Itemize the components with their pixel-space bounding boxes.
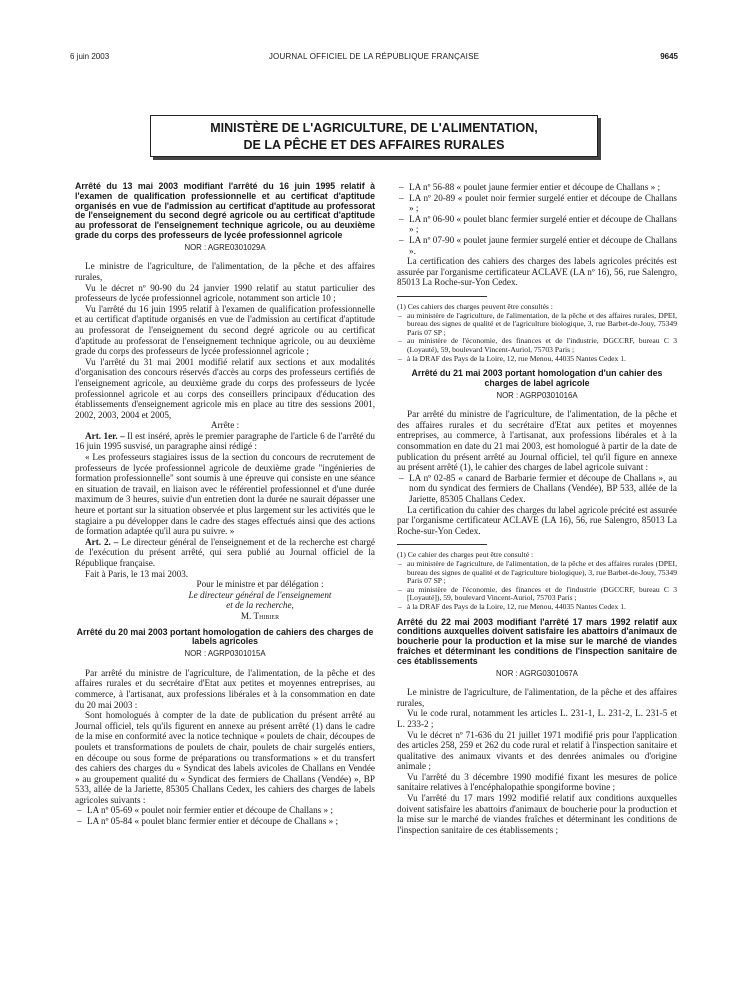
paragraph: Vu le code rural, notamment les articles L. 231-1, L. 231-2, L. 231-5 et L. 233-2 ; <box>397 708 677 729</box>
label-list-3 <box>397 473 677 505</box>
footnote-2 <box>397 551 677 611</box>
footnote-1 <box>397 303 677 363</box>
paragraph: Vu l'arrêté du 17 mars 1992 modifié relatif aux conditions auxquelles doivent satisfaire les abattoirs d'animaux de boucherie pour la production et la mise sur le marché de viandes fraîches et déterminant les conditions de l'inspection sanitaire de ces établissements ; <box>397 793 677 835</box>
header-journal-title: JOURNAL OFFICIEL DE LA RÉPUBLIQUE FRANÇAISE <box>268 52 480 61</box>
signature-name: M. Thibier <box>240 610 280 621</box>
list-item: – LA nº 05-84 « poulet blanc fermier entier et découpe de Challans » ; <box>75 816 375 827</box>
right-column <box>397 182 677 835</box>
article-1 <box>75 431 375 452</box>
footnote-rule <box>397 544 487 545</box>
article-2 <box>75 537 375 569</box>
paragraph: La certification du cahier des charges du label agricole précité est assurée par l'organisme certificateur ACLAVE (LA 16), 56, rue Salengro, 85013 La Roche-sur-Yon Cedex. <box>397 504 677 536</box>
list-item: – LA nº 07-90 « poulet jaune fermier surgelé entier et découpe de Challans ». <box>397 235 677 256</box>
header-date: 6 juin 2003 <box>70 52 110 61</box>
header-page-number: 9645 <box>660 52 678 61</box>
fait-a-paris: Fait à Paris, le 13 mai 2003. <box>85 568 189 579</box>
ministry-line-1: MINISTÈRE DE L'AGRICULTURE, DE L'ALIMENTATION, <box>210 121 538 135</box>
signature-line-1: Pour le ministre et par délégation : <box>196 579 324 590</box>
signature-block <box>75 579 375 621</box>
paragraph: Le ministre de l'agriculture, de l'alimentation, de la pêche et des affaires rurales, <box>397 687 677 708</box>
signature-line-3: et de la recherche, <box>226 600 294 611</box>
ministry-banner <box>150 115 598 157</box>
list-item: – LA nº 56-88 « poulet jaune fermier entier et découpe de Challans » ; <box>397 182 677 193</box>
footnote-item: – au ministère de l'économie, des finances et de l'industrie (DGCCRF, bureau C 3 [Loyauté]), 59, boulevard Vincent-Auriol, 75703 Paris ; <box>397 586 677 603</box>
label-list-continued <box>397 182 677 256</box>
list-item: – LA nº 05-69 « poulet noir fermier entier et découpe de Challans » ; <box>75 805 375 816</box>
label-list <box>75 805 375 826</box>
footnote-intro: (1) Ce cahier des charges peut être consulté : <box>397 550 534 560</box>
paragraph: Par arrêté du ministre de l'agriculture, de l'alimentation, de la pêche et des affaires rurales et du secrétaire d'Etat aux petites et moyennes entreprises, au commerce, à l'artisanat, aux professions libérales et à la consommation en date du 21 mai 2003, est homologué à partir de la date de publication du présent arrêté au Journal officiel, tel qu'il figure en annexe au présent arrêté (1), le cahier des charges de label agricole suivant : <box>397 409 677 473</box>
footnote-intro: (1) Ces cahiers des charges peuvent être consultés : <box>397 301 553 311</box>
footnote-item: – à la DRAF des Pays de la Loire, 12, rue Menou, 44035 Nantes Cedex 1. <box>397 355 677 364</box>
ministry-line-2: DE LA PÊCHE ET DES AFFAIRES RURALES <box>243 138 505 152</box>
footnote-item: – au ministère de l'agriculture, de l'alimentation, de la pêche et des affaires rurales, DPEI, bureau des signes de qualité et de l'agriculture biologique, 3, rue Barbet-de-Jouy, 75349 Paris 07 SP ; <box>397 312 677 338</box>
paragraph: Vu l'arrêté du 31 mai 2001 modifié relatif aux sections et aux modalités d'organisation des concours réservés d'accès au corps des professeurs certifiés de l'enseignement agricole, au deuxième grade du corps des professeurs de lycée professionnel agricole et au corps des conseillers principaux d'éducation des établissements d'enseignement agricole mis en place au titre des sessions 2001, 2002, 2003, 2004 et 2005, <box>75 356 375 420</box>
left-column <box>75 182 375 827</box>
footnote-rule <box>397 296 487 297</box>
paragraph: Le ministre de l'agriculture, de l'alimentation, de la pêche et des affaires rurales, <box>75 261 375 282</box>
decree-1-title: Arrêté du 13 mai 2003 modifiant l'arrêté du 16 juin 1995 relatif à l'examen de qualification professionnelle et au certificat d'aptitude organisés en vue de l'admission au certificat d'aptitude au professorat de l'enseignement du second degré agricole ou au certificat d'aptitude au professorat de l'enseignement technique agricole, ou au deuxième grade du corps des professeurs de lycée professionnel agricole <box>75 181 375 240</box>
paragraph: Vu le décret nº 90-90 du 24 janvier 1990 relatif au statut particulier des professeurs de lycée professionnel agricole, notamment son article 10 ; <box>75 282 375 304</box>
decree-1-nor: NOR : AGRE0301029A <box>184 242 266 252</box>
list-item: – LA nº 20-89 « poulet noir fermier surgelé entier et découpe de Challans » ; <box>397 193 677 214</box>
article-1-text: Il est inséré, après le premier paragraphe de l'article 6 de l'arrêté du 16 juin 1995 susvisé, un paragraphe ainsi rédigé : <box>75 430 375 452</box>
list-item: – LA nº 06-90 « poulet blanc fermier surgelé entier et découpe de Challans » ; <box>397 214 677 235</box>
arrete-word: Arrête : <box>210 420 240 431</box>
footnote-item: – au ministère de l'économie, des finances et de l'industrie, DGCCRF, bureau C 3 (Loyauté), 59, boulevard Vincent-Auriol, 75703 Paris ; <box>397 337 677 354</box>
running-header <box>0 52 748 66</box>
decree-2-title: Arrêté du 20 mai 2003 portant homologation de cahiers des charges de labels agricoles <box>76 626 374 647</box>
decree-4-nor: NOR : AGRG0301067A <box>496 668 578 678</box>
decree-3-title: Arrêté du 21 mai 2003 portant homologation d'un cahier des charges de label agricole <box>411 368 663 388</box>
article-1-label: Art. 1er. – <box>85 430 125 441</box>
decree-3-nor: NOR : AGRP0301016A <box>496 390 578 400</box>
paragraph: Vu l'arrêté du 16 juin 1995 relatif à l'examen de qualification professionnelle et au certificat d'aptitude organisés en vue de l'admission au certificat d'aptitude au professorat de l'enseignement du second degré agricole ou au certificat d'aptitude au professorat de l'enseignement technique agricole, ou au deuxième grade du corps des professeurs de lycée professionnel agricole ; <box>75 303 375 357</box>
list-item: – LA nº 02-85 « canard de Barbarie fermier et découpe de Challans », au nom du syndicat des fermiers de Challans (Vendée), BP 533, allée de la Jariette, 85305 Challans Cedex. <box>397 473 677 505</box>
paragraph: Par arrêté du ministre de l'agriculture, de l'alimentation, de la pêche et des affaires rurales et du secrétaire d'Etat aux petites et moyennes entreprises, au commerce, à l'artisanat, aux professions libérales et à la consommation en date du 20 mai 2003 : <box>75 667 375 710</box>
decree-4-title: Arrêté du 22 mai 2003 modifiant l'arrêté 17 mars 1992 relatif aux conditions auxquelles doivent satisfaire les abattoirs d'animaux de boucherie pour la production et la mise sur le marché de viandes fraîches et déterminant les conditions de l'inspection sanitaire de ces établissements <box>397 616 677 666</box>
paragraph: Sont homologués à compter de la date de publication du présent arrêté au Journal officiel, tels qu'ils figurent en annexe au présent arrêté (1) dans le cadre de la mise en conformité avec la notice technique « poulets de chair, découpes de poulets et transformations de poulets de chair, poulets de chair surgelés entiers, en découpe ou sous forme de préparations ou transformations » et du transfert des cahiers des charges du « Syndicat des labels avicoles de Challans en Vendée » au groupement qualité du « Syndicat des fermiers de Challans (Vendée) », BP 533, allée de la Jariette, 85305 Challans Cedex, les cahiers des charges de labels agricoles suivants : <box>75 710 375 805</box>
footnote-item: – au ministère de l'agriculture, de l'alimentation, de la pêche et des affaires rurales (DPEI, bureau des signes de qualité et de l'agriculture biologique), 3, rue Barbet-de-Jouy, 75349 Paris 07 SP ; <box>397 560 677 586</box>
article-1-quote: « Les professeurs stagiaires issus de la section du concours de recrutement de professeurs de lycée professionnel agricole de deuxième grade "ingénieries de formation professionnelle" sont soumis à une épreuve qui consiste en une séance en situation de travail, en liaison avec le référentiel professionnel et d'une durée maximum de 3 heures, suivie d'un entretien dont la durée ne saurait dépasser une heure et portant sur la situation observée et plus largement sur les activités que le stagiaire a pu développer dans le cadre des stages effectués ainsi que des actions de formation adaptée qu'il aura pu suivre. » <box>75 452 375 537</box>
paragraph: Vu le décret nº 71-636 du 21 juillet 1971 modifié pris pour l'application des articles 258, 259 et 262 du code rural et relatif à l'inspection sanitaire et qualitative des animaux vivants et des denrées animales ou d'origine animale ; <box>397 729 677 772</box>
signature-line-2: Le directeur général de l'enseignement <box>188 589 332 600</box>
footnote-item: – à la DRAF des Pays de la Loire, 12, rue Menou, 44035 Nantes Cedex 1. <box>397 603 677 612</box>
decree-2-nor: NOR : AGRP0301015A <box>184 649 266 659</box>
paragraph: Vu l'arrêté du 3 décembre 1990 modifié fixant les mesures de police sanitaire relatives à l'encéphalopathie spongiforme bovine ; <box>397 771 677 793</box>
article-2-text: Le directeur général de l'enseignement et de la recherche est chargé de l'exécution du présent arrêté, qui sera publié au Journal officiel de la République française. <box>75 536 375 568</box>
paragraph: La certification des cahiers des charges des labels agricoles précités est assurée par l'organisme certificateur ACLAVE (LA nº 16), 56, rue Salengro, 85013 La Roche-sur-Yon Cedex. <box>397 256 677 288</box>
article-2-label: Art. 2. – <box>85 536 119 547</box>
